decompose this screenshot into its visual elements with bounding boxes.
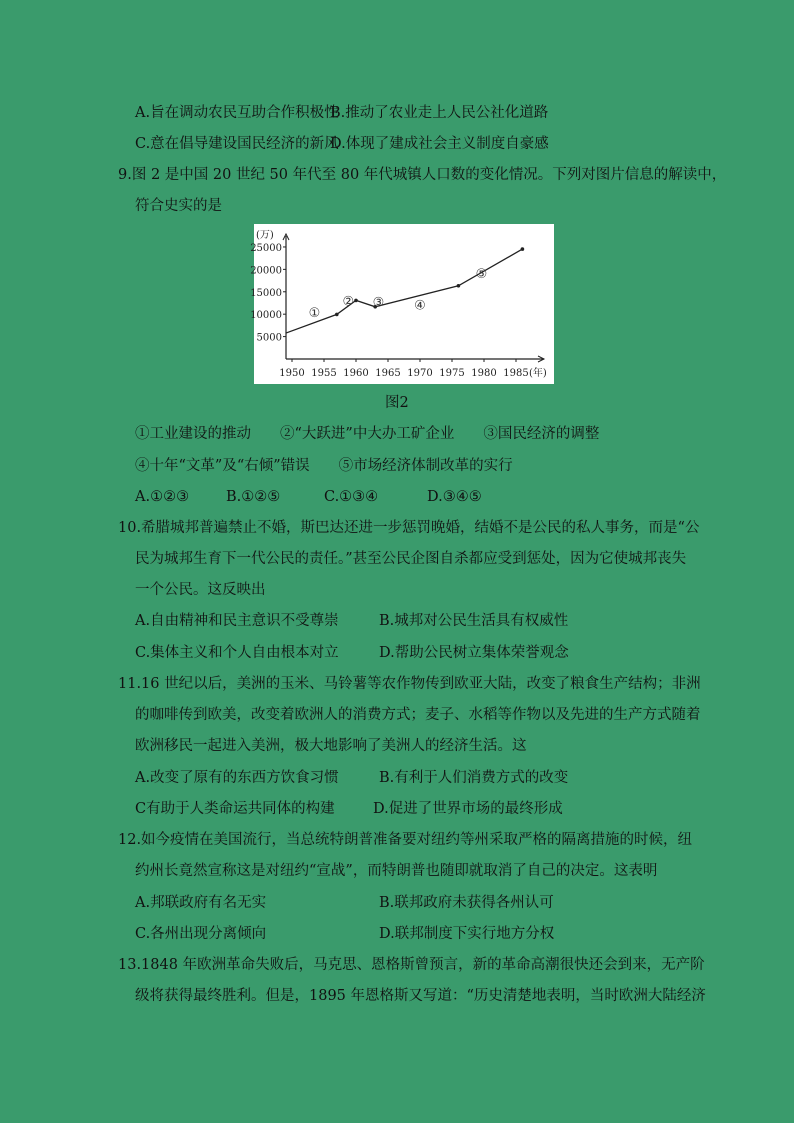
q9-items-line-2: ④十年“文革”及“右倾”错误 ⑤市场经济体制改革的实行 bbox=[135, 458, 513, 474]
y-tick-label: 25000 bbox=[250, 242, 282, 254]
chart-svg bbox=[250, 224, 554, 384]
annotation-label: ① bbox=[308, 305, 321, 321]
y-tick-label: 15000 bbox=[250, 287, 282, 299]
q11-option-b: B.有利于人们消费方式的改变 bbox=[379, 770, 569, 786]
q10-stem-line-1: 10.希腊城邦普遍禁止不婚，斯巴达还进一步惩罚晚婚，结婚不是公民的私人事务，而是“公 bbox=[118, 520, 700, 536]
q12-stem-line-2: 约州长竟然宣称这是对纽约“宣战”，而特朗普也随即就取消了自己的决定。这表明 bbox=[135, 863, 658, 879]
q10-option-d: D.帮助公民树立集体荣誉观念 bbox=[379, 645, 569, 661]
annotation-label: ③ bbox=[372, 295, 385, 311]
x-tick-label: 1960 bbox=[343, 368, 369, 379]
annotation-label: ④ bbox=[414, 298, 426, 314]
figure-caption: 图2 bbox=[385, 395, 409, 411]
q11-stem-line-3: 欧洲移民一起进入美洲，极大地影响了美洲人的经济生活。这 bbox=[135, 738, 527, 754]
data-point bbox=[335, 313, 339, 317]
q10-option-c: C.集体主义和个人自由根本对立 bbox=[135, 645, 339, 661]
q9-stem-line-2: 符合史实的是 bbox=[135, 198, 222, 214]
q13-stem-line-1: 13.1848 年欧洲革命失败后，马克思、恩格斯曾预言，新的革命高潮很快还会到来，无产阶 bbox=[118, 957, 705, 973]
q10-stem-line-3: 一个公民。这反映出 bbox=[135, 582, 266, 598]
q8-option-b: B.推动了农业走上人民公社化道路 bbox=[330, 105, 549, 121]
q9-items-line-1: ①工业建设的推动 ②“大跃进”中大办工矿企业 ③国民经济的调整 bbox=[135, 426, 600, 442]
q8-option-d: D.体现了建成社会主义制度自豪感 bbox=[330, 136, 549, 152]
q9-stem-line-1: 9.图 2 是中国 20 世纪 50 年代至 80 年代城镇人口数的变化情况。下列对图片信息的解读中， bbox=[118, 167, 727, 183]
q9-option-b: B.①②⑤ bbox=[226, 489, 281, 505]
q10-option-a: A.自由精神和民主意识不受尊崇 bbox=[135, 613, 339, 629]
x-axis-label: (年) bbox=[529, 368, 547, 379]
x-tick-label: 1975 bbox=[439, 368, 465, 379]
q9-option-a: A.①②③ bbox=[135, 489, 190, 505]
x-tick-label: 1955 bbox=[311, 368, 337, 379]
data-point bbox=[354, 299, 358, 303]
x-tick-label: 1980 bbox=[471, 368, 497, 379]
x-tick-label: 1965 bbox=[375, 368, 401, 379]
q13-stem-line-2: 级将获得最终胜利。但是，1895 年恩格斯又写道：“历史清楚地表明，当时欧洲大陆经济 bbox=[135, 988, 706, 1004]
q12-option-b: B.联邦政府未获得各州认可 bbox=[379, 895, 554, 911]
q9-option-d: D.③④⑤ bbox=[427, 489, 482, 505]
x-tick-label: 1950 bbox=[279, 368, 305, 379]
data-point bbox=[457, 284, 461, 288]
series-line bbox=[286, 249, 523, 333]
y-tick-label: 20000 bbox=[250, 265, 282, 277]
x-tick-label: 1985 bbox=[503, 368, 529, 379]
population-line-chart bbox=[250, 224, 554, 384]
q9-option-c: C.①③④ bbox=[324, 489, 379, 505]
q12-option-d: D.联邦制度下实行地方分权 bbox=[379, 926, 555, 942]
data-point bbox=[521, 247, 525, 251]
q10-stem-line-2: 民为城邦生育下一代公民的责任。”甚至公民企图自杀都应受到惩处，因为它使城邦丧失 bbox=[135, 551, 687, 567]
q12-option-a: A.邦联政府有名无实 bbox=[135, 895, 267, 911]
q11-stem-line-1: 11.16 世纪以后，美洲的玉米、马铃薯等农作物传到欧亚大陆，改变了粮食生产结构；非洲 bbox=[118, 676, 701, 692]
q11-option-c: C有助于人类命运共同体的构建 bbox=[135, 801, 335, 817]
y-tick-label: 10000 bbox=[250, 310, 282, 322]
q11-option-d: D.促进了世界市场的最终形成 bbox=[373, 801, 563, 817]
annotation-label: ② bbox=[342, 294, 355, 310]
y-tick-label: 5000 bbox=[256, 332, 282, 344]
q8-option-a: A.旨在调动农民互助合作积极性 bbox=[135, 105, 339, 121]
q12-stem-line-1: 12.如今疫情在美国流行，当总统特朗普准备要对纽约等州采取严格的隔离措施的时候，纽 bbox=[118, 832, 693, 848]
q11-stem-line-2: 的咖啡传到欧美，改变着欧洲人的消费方式；麦子、水稻等作物以及先进的生产方式随着 bbox=[135, 707, 701, 723]
q8-option-c: C.意在倡导建设国民经济的新风 bbox=[135, 136, 339, 152]
annotation-label: ⑤ bbox=[475, 266, 488, 282]
q11-option-a: A.改变了原有的东西方饮食习惯 bbox=[135, 770, 339, 786]
x-tick-label: 1970 bbox=[407, 368, 433, 379]
q10-option-b: B.城邦对公民生活具有权威性 bbox=[379, 613, 569, 629]
y-axis-label: (万) bbox=[256, 230, 274, 241]
q12-option-c: C.各州出现分离倾向 bbox=[135, 926, 267, 942]
